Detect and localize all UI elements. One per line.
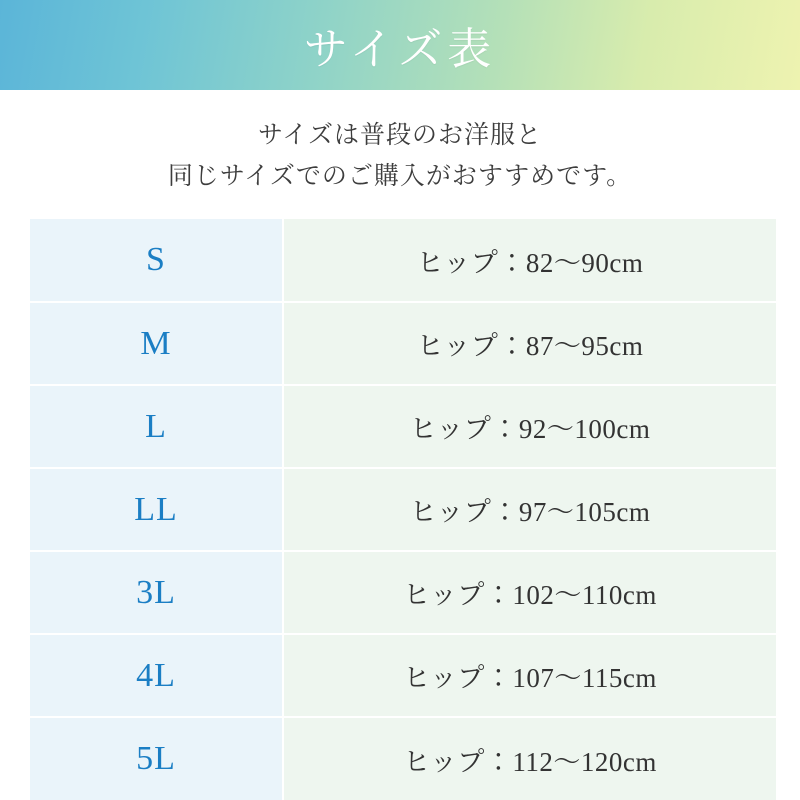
measure-value: ヒップ：92〜100cm bbox=[283, 385, 776, 468]
lead-line-2: 同じサイズでのご購入がおすすめです。 bbox=[167, 162, 633, 190]
size-label: S bbox=[30, 219, 283, 302]
size-label: 4L bbox=[30, 634, 283, 717]
measure-value: ヒップ：102〜110cm bbox=[283, 551, 776, 634]
size-label: L bbox=[30, 385, 283, 468]
lead-line-1: サイズは普段のお洋服と bbox=[257, 122, 542, 149]
lead-text bbox=[0, 116, 800, 197]
size-table-wrapper bbox=[30, 219, 770, 800]
page-title: サイズ表 bbox=[303, 25, 497, 74]
measure-value: ヒップ：107〜115cm bbox=[283, 634, 776, 717]
table-row bbox=[30, 219, 776, 302]
measure-value: ヒップ：97〜105cm bbox=[283, 468, 776, 551]
size-label: 3L bbox=[30, 551, 283, 634]
table-row bbox=[30, 551, 776, 634]
measure-value: ヒップ：112〜120cm bbox=[283, 717, 776, 800]
header-banner bbox=[0, 0, 800, 90]
size-table-body bbox=[30, 219, 776, 800]
table-row bbox=[30, 634, 776, 717]
size-label: LL bbox=[30, 468, 283, 551]
size-label: 5L bbox=[30, 717, 283, 800]
size-label: M bbox=[30, 302, 283, 385]
table-row bbox=[30, 302, 776, 385]
measure-value: ヒップ：87〜95cm bbox=[283, 302, 776, 385]
size-table bbox=[30, 219, 776, 800]
table-row bbox=[30, 468, 776, 551]
table-row bbox=[30, 385, 776, 468]
measure-value: ヒップ：82〜90cm bbox=[283, 219, 776, 302]
table-row bbox=[30, 717, 776, 800]
